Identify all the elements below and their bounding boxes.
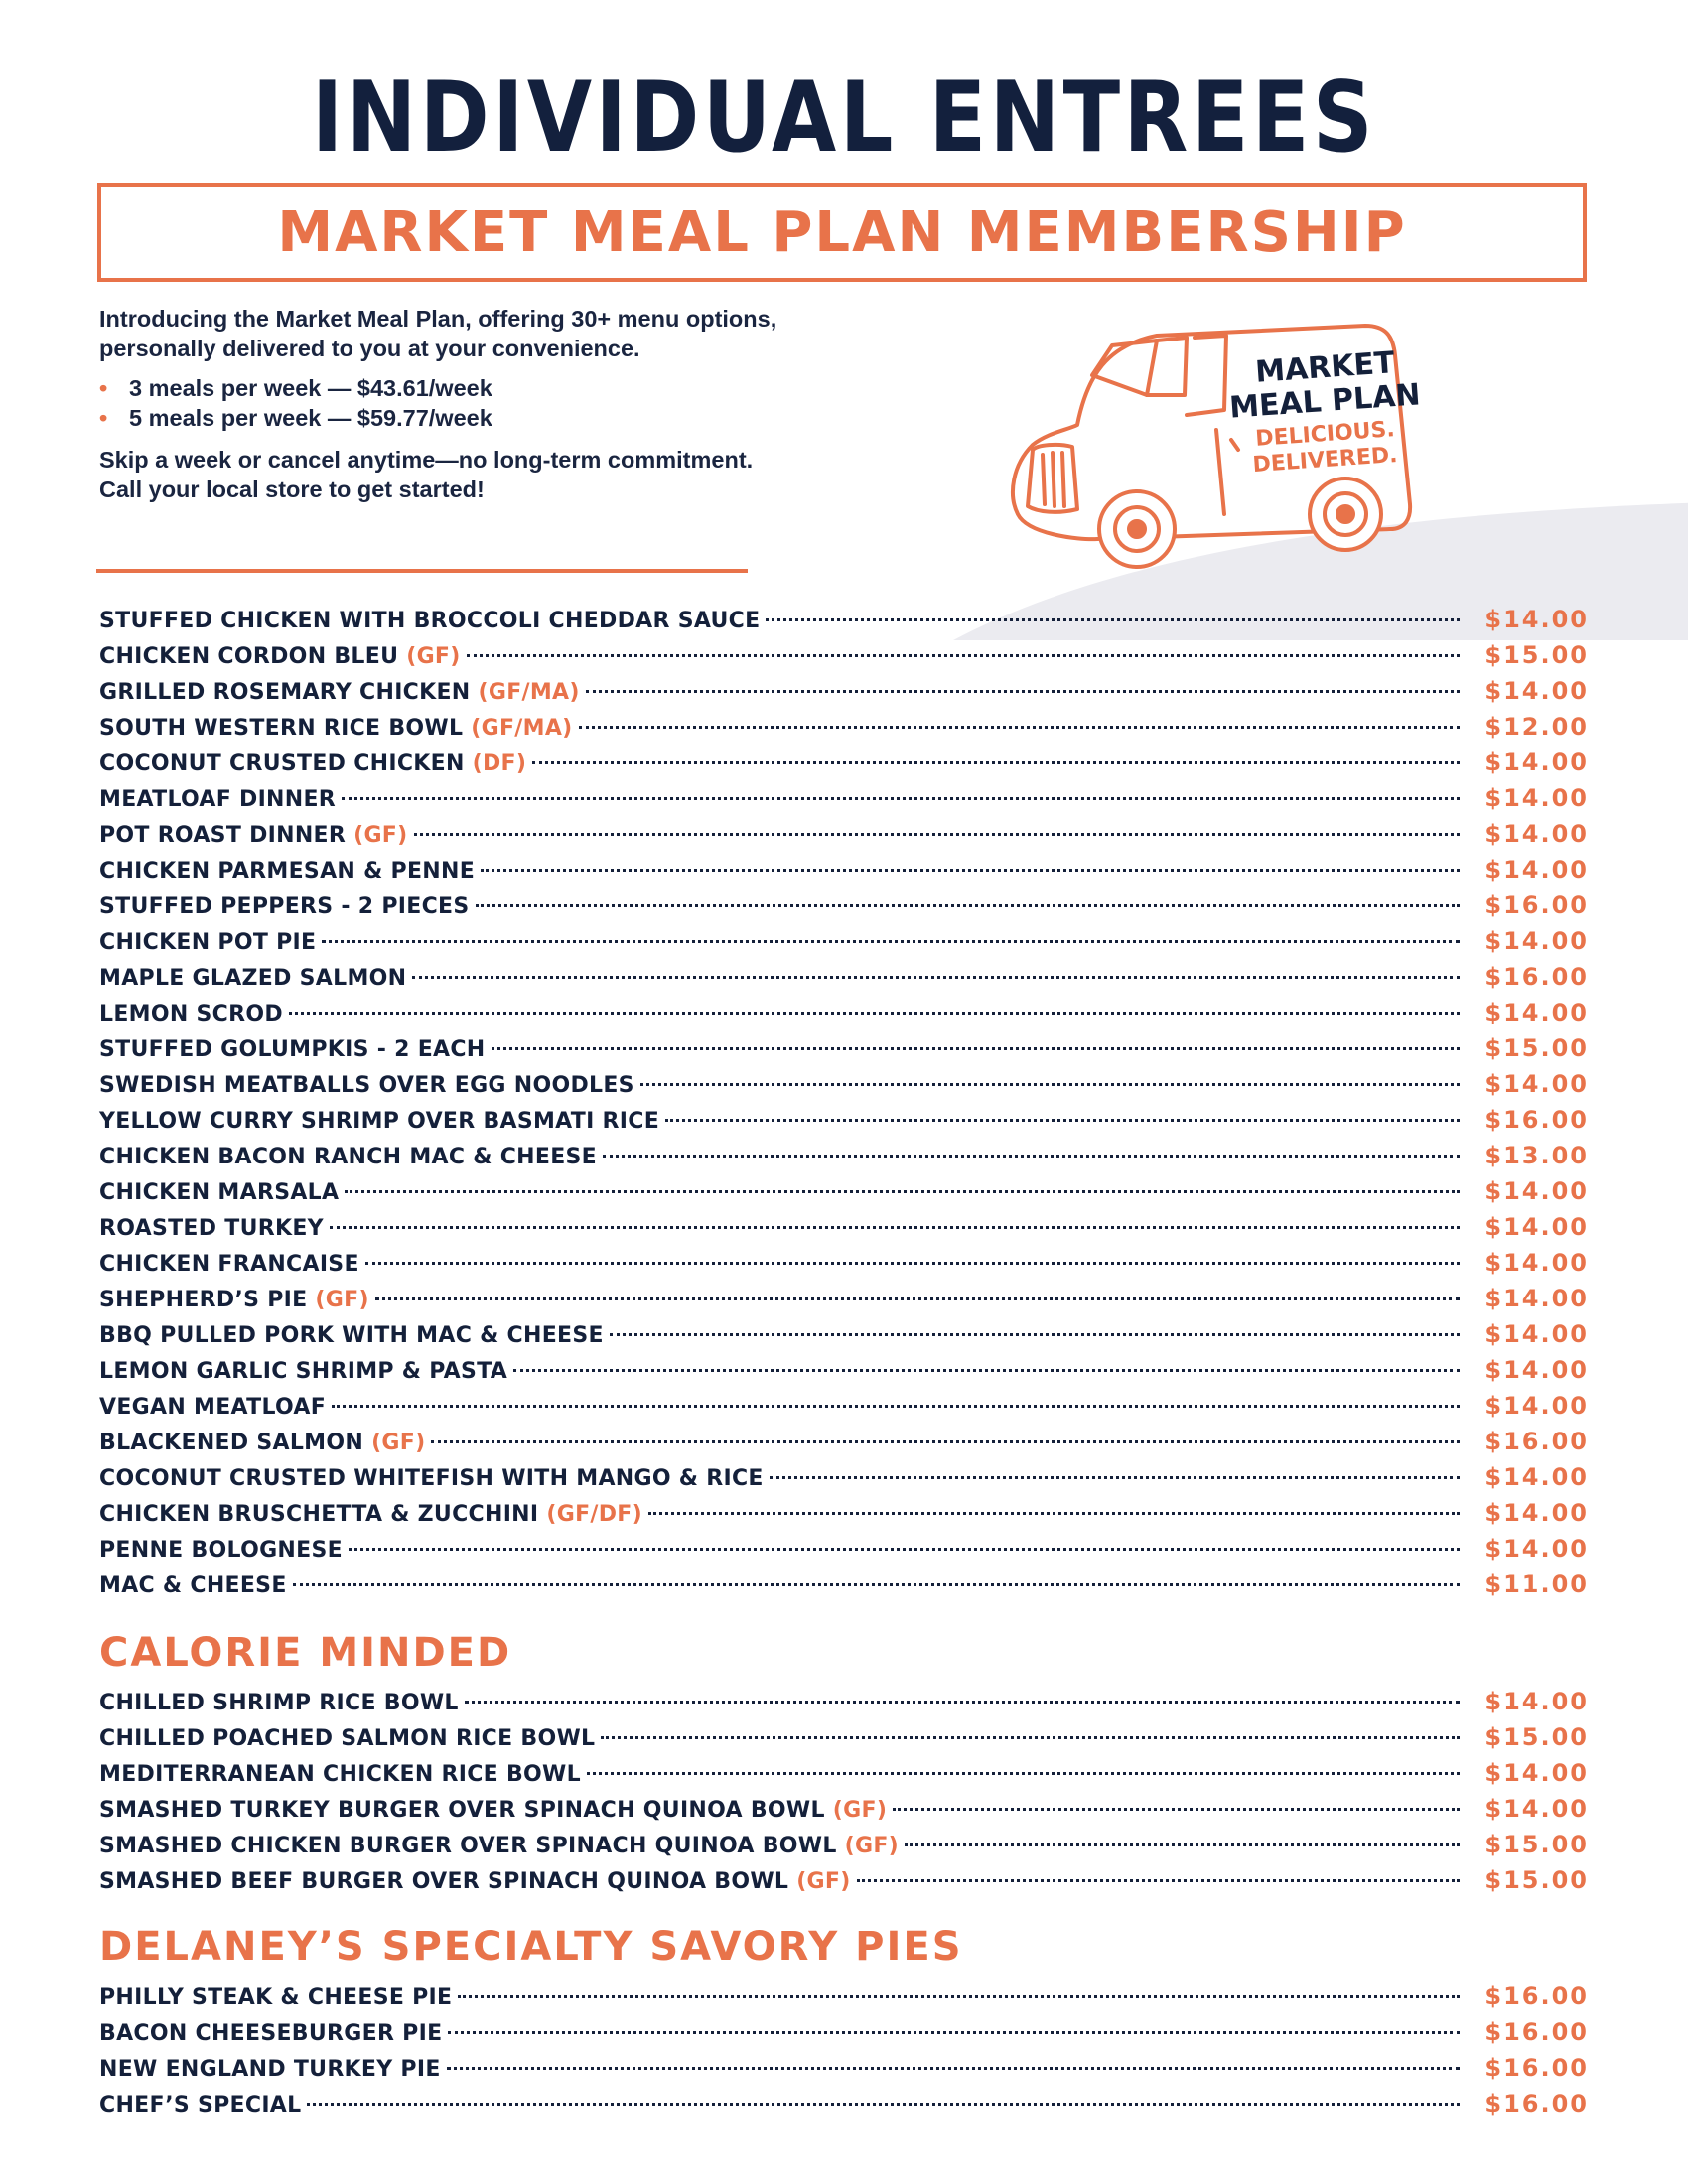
menu-item-name [99,1180,345,1205]
menu-item-price: $14.00 [1484,1356,1589,1384]
menu-item-name [99,2093,307,2117]
menu-item [99,1759,1589,1795]
menu-item-title: MAC & CHEESE [99,1573,287,1598]
dot-leader [330,1226,1460,1229]
dot-leader [476,904,1460,907]
menu-item-title: MEATLOAF DINNER [99,787,337,812]
menu-item-name [99,894,476,919]
delivery-van-illustration [988,316,1465,594]
menu-item-name [99,1798,893,1823]
menu-item-price: $14.00 [1484,1213,1589,1241]
menu-item-price: $14.00 [1484,927,1589,955]
menu-item-name [99,716,579,741]
menu-item-price: $15.00 [1484,1034,1589,1062]
van-text-market: MARKET [1254,345,1396,390]
menu-item-name [99,1466,770,1491]
dot-leader [447,2067,1460,2070]
van-text-delicious: DELICIOUS. [1254,417,1396,452]
menu-item [99,1723,1589,1759]
menu-item-price: $14.00 [1484,820,1589,848]
menu-item [99,1213,1589,1249]
menu-item [99,784,1589,820]
membership-banner [97,183,1587,282]
menu-item-title: CHICKEN PARMESAN & PENNE [99,859,476,884]
dietary-tag: (GF) [832,1798,888,1823]
dot-leader [349,1548,1460,1551]
menu-item-title: CHICKEN BRUSCHETTA & ZUCCHINI [99,1502,539,1527]
menu-item-title: PHILLY STEAK & CHEESE PIE [99,1985,453,2010]
intro-text [99,304,784,504]
menu-item [99,677,1589,713]
plan-options [99,373,784,433]
menu-item-title: CHEF’S SPECIAL [99,2093,302,2117]
menu-item-title: NEW ENGLAND TURKEY PIE [99,2057,441,2082]
menu-item-name [99,1288,375,1312]
menu-item-name [99,1252,365,1277]
dot-leader [665,1119,1460,1122]
menu-item-title: CHILLED POACHED SALMON RICE BOWL [99,1726,596,1751]
dietary-tag: (GF) [315,1288,369,1312]
dot-leader [448,2031,1460,2034]
menu-item-price: $16.00 [1484,891,1589,919]
dot-leader [603,1155,1460,1158]
menu-item [99,1356,1589,1392]
menu-item-name [99,1002,289,1026]
dot-leader [307,2103,1460,2106]
menu-item-name [99,966,412,991]
menu-item [99,1177,1589,1213]
dot-leader [532,761,1460,764]
dietary-tag: (GF) [844,1834,900,1858]
calorie-minded-list [99,1688,1589,1902]
menu-item-name [99,1431,431,1455]
menu-item-title: VEGAN MEATLOAF [99,1395,327,1420]
menu-item-title: STUFFED PEPPERS - 2 PIECES [99,894,470,919]
savory-pies-list [99,1982,1589,2125]
menu-item-price: $14.00 [1484,1177,1589,1205]
menu-item [99,1688,1589,1723]
dot-leader [332,1405,1460,1408]
menu-item-price: $14.00 [1484,677,1589,705]
menu-item-name [99,1145,603,1169]
menu-item-title: LEMON GARLIC SHRIMP & PASTA [99,1359,508,1384]
menu-item-title: MAPLE GLAZED SALMON [99,966,407,991]
menu-item-name [99,1762,587,1787]
menu-item [99,999,1589,1034]
dot-leader [431,1440,1460,1443]
menu-item [99,1499,1589,1535]
menu-item [99,1106,1589,1142]
menu-item-title: SMASHED BEEF BURGER OVER SPINACH QUINOA BOWL [99,1869,789,1894]
van-text-delivered: DELIVERED. [1251,442,1399,478]
dietary-tag: (GF/DF) [546,1502,642,1527]
dot-leader [414,833,1461,836]
dot-leader [648,1512,1460,1515]
menu-item-title: STUFFED CHICKEN WITH BROCCOLI CHEDDAR SAUCE [99,609,761,633]
menu-item [99,820,1589,856]
plan-option-5-meals: • 5 meals per week — $59.77/week [99,403,784,433]
menu-item-price: $13.00 [1484,1142,1589,1169]
dot-leader [342,797,1460,800]
dietary-tag: (GF) [406,644,461,669]
menu-item-name [99,1395,332,1420]
intro-closing: Skip a week or cancel anytime—no long-term commitment. Call your local store to get started! [99,447,754,502]
menu-item [99,1866,1589,1902]
menu-item-name [99,1109,665,1134]
dietary-tag: (GF/MA) [478,680,580,705]
menu-item-price: $14.00 [1484,1285,1589,1312]
menu-item-title: GRILLED ROSEMARY CHICKEN [99,680,471,705]
menu-item-title: BBQ PULLED PORK WITH MAC & CHEESE [99,1323,604,1348]
menu-item [99,1831,1589,1866]
menu-item [99,1249,1589,1285]
menu-item [99,713,1589,749]
menu-item [99,1142,1589,1177]
menu-item [99,1535,1589,1570]
menu-item-title: CHICKEN BACON RANCH MAC & CHEESE [99,1145,598,1169]
menu-item [99,1463,1589,1499]
intro-paragraph: Introducing the Market Meal Plan, offering 30+ menu options, personally delivered to you at your convenience. [99,306,777,361]
menu-item [99,2018,1589,2054]
menu-item-title: SWEDISH MEATBALLS OVER EGG NOODLES [99,1073,634,1098]
menu-item-name [99,1538,349,1563]
menu-item-price: $14.00 [1484,1463,1589,1491]
menu-item-price: $15.00 [1484,1723,1589,1751]
menu-item-name [99,787,342,812]
menu-item-title: SOUTH WESTERN RICE BOWL [99,716,464,741]
menu-item-name [99,751,532,776]
menu-item-name [99,1359,513,1384]
menu-item-price: $14.00 [1484,999,1589,1026]
menu-item-price: $16.00 [1484,2054,1589,2082]
menu-item [99,1320,1589,1356]
menu-item-name [99,1691,465,1715]
menu-item [99,1795,1589,1831]
menu-item-name [99,1834,905,1858]
menu-item-name [99,1323,610,1348]
menu-item [99,963,1589,999]
menu-item-price: $14.00 [1484,1320,1589,1348]
dot-leader [322,940,1460,943]
menu-item-name [99,1502,648,1527]
menu-item-title: COCONUT CRUSTED CHICKEN [99,751,465,776]
dot-leader [579,726,1460,729]
menu-item-name [99,1726,601,1751]
menu-item-title: LEMON SCROD [99,1002,283,1026]
menu-item [99,1428,1589,1463]
menu-item-name [99,1985,458,2010]
menu-item-name [99,1869,857,1894]
menu-item-price: $14.00 [1484,1249,1589,1277]
menu-item-name [99,2057,447,2082]
menu-item-title: CHICKEN CORDON BLEU [99,644,399,669]
menu-item [99,606,1589,641]
menu-item-title: BACON CHEESEBURGER PIE [99,2021,443,2046]
menu-item [99,1070,1589,1106]
menu-item [99,641,1589,677]
menu-item-title: MEDITERRANEAN CHICKEN RICE BOWL [99,1762,581,1787]
menu-item-name [99,1073,640,1098]
menu-item-title: ROASTED TURKEY [99,1216,324,1241]
dot-leader [610,1333,1460,1336]
dot-leader [458,1995,1460,1998]
menu-item-price: $14.00 [1484,784,1589,812]
dot-leader [857,1879,1460,1882]
menu-item-price: $14.00 [1484,1688,1589,1715]
banner-text: MARKET MEAL PLAN MEMBERSHIP [277,200,1407,265]
menu-item-title: CHICKEN MARSALA [99,1180,340,1205]
menu-item-price: $14.00 [1484,1392,1589,1420]
menu-item-title: SHEPHERD’S PIE [99,1288,308,1312]
menu-item-title: PENNE BOLOGNESE [99,1538,343,1563]
dietary-tag: (GF/MA) [471,716,573,741]
page-title: INDIVIDUAL ENTREES [311,62,1377,175]
dot-leader [893,1808,1460,1811]
menu-item-name [99,609,766,633]
dot-leader [586,690,1460,693]
menu-item-price: $12.00 [1484,713,1589,741]
menu-item-price: $16.00 [1484,963,1589,991]
dot-leader [365,1262,1460,1265]
menu-item-price: $16.00 [1484,1106,1589,1134]
menu-item-title: COCONUT CRUSTED WHITEFISH WITH MANGO & RICE [99,1466,764,1491]
menu-item-name [99,930,322,955]
dot-leader [467,654,1460,657]
menu-item-title: SMASHED CHICKEN BURGER OVER SPINACH QUINOA BOWL [99,1834,837,1858]
menu-item-name [99,859,481,884]
menu-item-name [99,1037,492,1062]
menu-item-name [99,2021,448,2046]
menu-item-name [99,823,414,848]
van-text-meal-plan: MEAL PLAN [1228,377,1422,426]
menu-item [99,891,1589,927]
dot-leader [481,869,1460,872]
menu-item-price: $16.00 [1484,2090,1589,2117]
menu-item-title: SMASHED TURKEY BURGER OVER SPINACH QUINOA BOWL [99,1798,825,1823]
menu-item-price: $16.00 [1484,1982,1589,2010]
dot-leader [465,1701,1460,1704]
entrees-list [99,606,1589,1606]
dot-leader [766,618,1460,621]
dot-leader [375,1297,1460,1300]
menu-item [99,749,1589,784]
menu-item-price: $11.00 [1484,1570,1589,1598]
menu-item-name [99,1573,293,1598]
menu-item-price: $14.00 [1484,1499,1589,1527]
menu-item-name [99,1216,330,1241]
dot-leader [770,1476,1460,1479]
dot-leader [905,1843,1460,1846]
dot-leader [513,1369,1460,1372]
menu-item [99,1570,1589,1606]
menu-item-title: BLACKENED SALMON [99,1431,364,1455]
menu-item-price: $14.00 [1484,856,1589,884]
plan-option-3-meals: • 3 meals per week — $43.61/week [99,373,784,403]
menu-item [99,1285,1589,1320]
menu-item-price: $16.00 [1484,2018,1589,2046]
menu-item [99,1034,1589,1070]
menu-item-price: $14.00 [1484,749,1589,776]
menu-item-price: $16.00 [1484,1428,1589,1455]
menu-item-price: $14.00 [1484,1795,1589,1823]
calorie-minded-heading: CALORIE MINDED [99,1630,512,1676]
dot-leader [293,1583,1460,1586]
menu-item-price: $14.00 [1484,1070,1589,1098]
menu-item-price: $14.00 [1484,1535,1589,1563]
menu-item-title: CHICKEN FRANCAISE [99,1252,359,1277]
dietary-tag: (DF) [472,751,527,776]
dietary-tag: (GF) [796,1869,851,1894]
menu-item-price: $15.00 [1484,1831,1589,1858]
dietary-tag: (GF) [353,823,408,848]
dot-leader [601,1736,1460,1739]
dot-leader [587,1772,1460,1775]
menu-item-title: YELLOW CURRY SHRIMP OVER BASMATI RICE [99,1109,660,1134]
menu-item-title: CHICKEN POT PIE [99,930,317,955]
menu-item [99,927,1589,963]
menu-item-title: STUFFED GOLUMPKIS - 2 EACH [99,1037,486,1062]
menu-item-price: $14.00 [1484,1759,1589,1787]
dot-leader [492,1047,1460,1050]
menu-item-name [99,644,467,669]
menu-item-price: $15.00 [1484,641,1589,669]
savory-pies-heading: DELANEY’S SPECIALTY SAVORY PIES [99,1924,963,1970]
menu-item [99,2054,1589,2090]
dietary-tag: (GF) [371,1431,426,1455]
menu-item [99,2090,1589,2125]
menu-item-price: $15.00 [1484,1866,1589,1894]
section-divider [96,569,748,573]
dot-leader [345,1190,1460,1193]
dot-leader [289,1012,1460,1015]
menu-item-title: POT ROAST DINNER [99,823,347,848]
dot-leader [640,1083,1460,1086]
menu-item-title: CHILLED SHRIMP RICE BOWL [99,1691,459,1715]
menu-item [99,1982,1589,2018]
menu-item [99,1392,1589,1428]
menu-item-name [99,680,586,705]
menu-item [99,856,1589,891]
dot-leader [412,976,1460,979]
menu-item-price: $14.00 [1484,606,1589,633]
